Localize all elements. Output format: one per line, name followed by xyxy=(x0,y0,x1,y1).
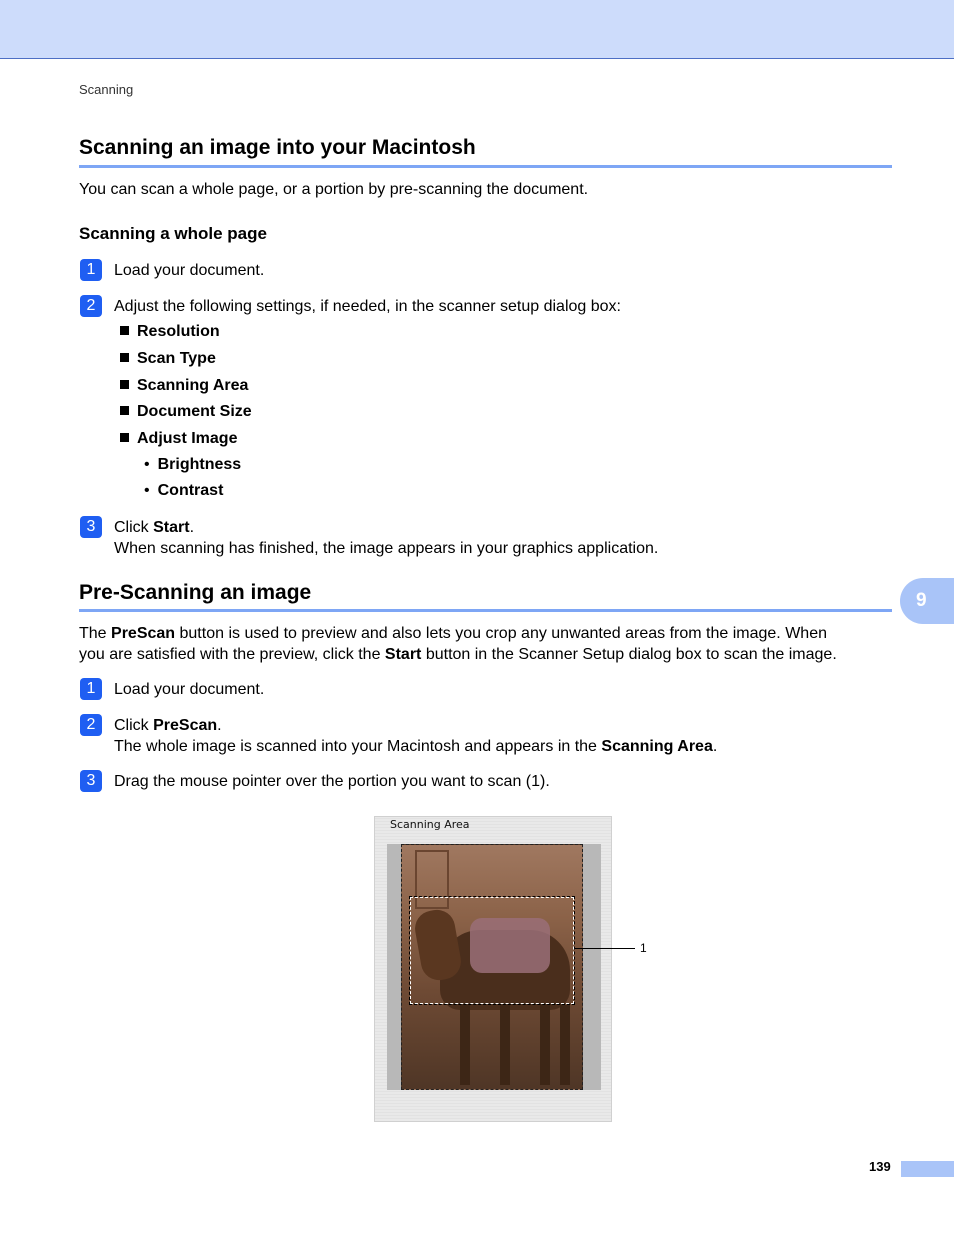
sub-setting-bullet: • Contrast xyxy=(144,482,224,499)
setting-bullet: Document Size xyxy=(120,403,252,421)
callout-label: 1 xyxy=(640,941,647,955)
square-bullet-icon xyxy=(120,380,129,389)
square-bullet-icon xyxy=(120,326,129,335)
section-intro: You can scan a whole page, or a portion by pre-scanning the document. xyxy=(79,181,589,198)
section-rule xyxy=(79,609,892,612)
prescan-paragraph: The PreScan button is used to preview and also lets you crop any unwanted areas from the image. When you are satisfied with the preview, click the Start button in the Scanner Setup dialog box to scan the image. xyxy=(79,625,837,663)
page-number: 139 xyxy=(869,1159,891,1174)
section-title-prescanning: Pre-Scanning an image xyxy=(79,581,312,604)
step-text: Adjust the following settings, if needed, in the scanner setup dialog box: xyxy=(114,298,621,315)
scanning-area-title: Scanning Area xyxy=(390,818,470,831)
subsection-title-whole-page: Scanning a whole page xyxy=(79,224,267,243)
step-number-badge: 2 xyxy=(80,714,102,736)
setting-bullet: Adjust Image xyxy=(120,430,237,448)
setting-bullet: Scanning Area xyxy=(120,377,248,395)
square-bullet-icon xyxy=(120,433,129,442)
setting-bullet: Scan Type xyxy=(120,350,216,368)
step-number-badge: 1 xyxy=(80,259,102,281)
callout-leader-line xyxy=(574,948,635,949)
section-rule xyxy=(79,165,892,168)
header-bar xyxy=(0,0,954,59)
crop-selection-rectangle[interactable] xyxy=(410,897,574,1004)
square-bullet-icon xyxy=(120,406,129,415)
step-number-badge: 1 xyxy=(80,678,102,700)
step-text: Click Start. When scanning has finished, the image appears in your graphics application. xyxy=(114,519,659,557)
chapter-tab: 9 xyxy=(900,578,954,624)
step-number-badge: 2 xyxy=(80,295,102,317)
step-text: Load your document. xyxy=(114,262,265,279)
step-text: Load your document. xyxy=(114,681,265,698)
step-number-badge: 3 xyxy=(80,770,102,792)
step-number-badge: 3 xyxy=(80,516,102,538)
image-mule-leg xyxy=(460,1005,470,1085)
step-text: Click PreScan. The whole image is scanned into your Macintosh and appears in the Scanning Area. xyxy=(114,717,718,755)
section-title-scanning-into-mac: Scanning an image into your Macintosh xyxy=(79,136,476,159)
image-mule-leg xyxy=(540,1005,550,1085)
step-text: Drag the mouse pointer over the portion you want to scan (1). xyxy=(114,773,550,790)
breadcrumb: Scanning xyxy=(79,82,134,97)
setting-bullet: Resolution xyxy=(120,323,220,341)
image-mule-leg xyxy=(500,1005,510,1085)
page-number-bar xyxy=(901,1161,954,1177)
image-mule-leg xyxy=(560,1005,570,1085)
square-bullet-icon xyxy=(120,353,129,362)
sub-setting-bullet: • Brightness xyxy=(144,456,242,473)
